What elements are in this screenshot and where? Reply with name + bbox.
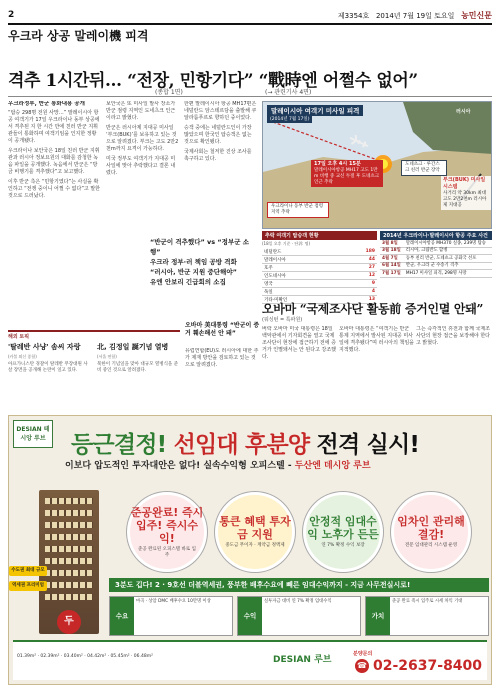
ad-feature-sub: 준공 완료된 오피스텔 바로 입주 bbox=[138, 546, 196, 558]
ad-badge: 역세권 프리미엄 bbox=[9, 581, 47, 591]
table-cell: 반군, 우크라 군 수송기 격추 bbox=[404, 262, 492, 270]
table-row bbox=[262, 256, 377, 264]
ad-subline bbox=[65, 458, 371, 471]
briefs-box bbox=[8, 330, 180, 412]
sub-article-column: 유럽연합(EU)도 러시아에 대한 추가 제재 방안을 검토하고 있는 것으로 알려졌다. bbox=[185, 348, 259, 368]
issue-number: 제3354호 bbox=[337, 11, 370, 20]
ad-phone-number[interactable]: 02-2637-8400 bbox=[373, 658, 483, 674]
ad-feature-title: 임차인 관리해결감! bbox=[397, 515, 465, 541]
table-cell: 동부 친러 반군, 도네츠크 공화국 선포 bbox=[404, 255, 492, 263]
crash-text: 말레이시아항공 MH17 고도 1만m 비행 중 교신 두절 후 도네츠크 인근 추락 bbox=[314, 168, 380, 185]
newspaper-brand: 농민신문 bbox=[461, 9, 492, 20]
sub-article-lede: 오바마 美대통령 “반군이 증거 훼손해선 안 돼” bbox=[185, 322, 260, 337]
page-number: 2 bbox=[8, 10, 15, 20]
table-cell: MH17 미사일 피격, 298명 사망 bbox=[404, 270, 492, 278]
building-window-row bbox=[45, 558, 93, 564]
section-title: 우크라 상공 말레이機 피격 bbox=[8, 29, 149, 43]
pull-quote-line: “러시아, 반군 지원 중단해야” bbox=[150, 268, 237, 276]
article-paragraph: “탑승 298명 전원 사망…” 말레이시아 항공 여객기가 17일 우크라이나 동부 상공에서 격추된 지 한 시간 만에 친러 반군 지휘관들이 통화하며 여객기임을 인지한 정황이 공개됐다. bbox=[8, 110, 100, 144]
table-cell: 9 bbox=[339, 280, 377, 288]
crash-time: 17일 오후 4시 15분 bbox=[314, 161, 361, 167]
table-cell: 영국 bbox=[262, 280, 339, 288]
buk-title: 부크(BUK) 미사일 시스템 bbox=[443, 177, 486, 190]
pull-quote bbox=[150, 237, 258, 287]
table-row bbox=[262, 280, 377, 288]
map-label-russia: 러시아 bbox=[456, 109, 471, 115]
article-paragraph: 반군은 러시아제 지대공 미사일 ‘부크(BUK)’를 보유하고 있는 것으로 알려졌다. 부크는 고도 2만2천m까지 요격이 가능하다. bbox=[106, 125, 179, 152]
victims-table bbox=[262, 231, 377, 304]
brief-text: 북한이 기념일을 맞아 대규모 열병식을 준비 중인 것으로 알려졌다. bbox=[97, 362, 179, 373]
table-cell: 44 bbox=[339, 256, 377, 264]
brief-item bbox=[8, 342, 91, 374]
main-headline: 격추 1시간뒤… “전장, 민항기다” “戰時엔 어쩔수 없어” bbox=[8, 71, 418, 91]
table-row bbox=[380, 255, 492, 263]
crash-map-graphic bbox=[262, 101, 492, 229]
article-paragraph: 승객 중에는 네덜란드인이 가장 많았으며 한국인 탑승객은 없는 것으로 확인됐다. bbox=[184, 125, 252, 145]
table-cell: 인도네시아 bbox=[262, 272, 339, 280]
ad-feature-title: 준공완료! 즉시입주! 즉시수익! bbox=[130, 505, 204, 545]
table-cell: 4 bbox=[339, 288, 377, 296]
article-paragraph: 보안국은 또 미사일 발사 장소가 반군 점령 지역인 도네츠크 인근이라고 밝혔다. bbox=[106, 101, 176, 121]
table-cell: 27 bbox=[339, 264, 377, 272]
map-callout-region: 도네츠크 · 루간스크 친러 반군 장악 bbox=[401, 160, 447, 176]
brief-byline: (서울 연합) bbox=[97, 354, 117, 359]
ad-feature-sub: 연 7% 확정 수익 보장 bbox=[321, 543, 365, 548]
ad-footer-brand: DESIAN 루브 bbox=[273, 655, 332, 665]
ad-benefit-key: 가치 bbox=[366, 597, 390, 635]
pull-quote-line: “반군이 격추했다” vs “정부군 소행” bbox=[150, 238, 250, 256]
map-subtitle: (2014년 7월 17일) bbox=[267, 115, 312, 123]
article-paragraph: 이후 반군 측은 “민항기였다”는 사실을 확인하고 “전쟁 중이니 어쩔 수 없다”고 말한 것으로 드러났다. bbox=[8, 179, 100, 199]
building-window-row bbox=[45, 498, 93, 504]
issue-date: 2014년 7월 19일 토요일 bbox=[375, 11, 455, 20]
map-callout-crash bbox=[311, 160, 383, 187]
table-cell: 4월 7일 bbox=[380, 255, 404, 263]
headline-byline-b: (→ 관련기사 4면) bbox=[265, 89, 312, 96]
timeline-title: 2014년 우크라이나·말레이시아 항공 주요 사건 bbox=[380, 231, 492, 240]
ad-benefit-text: 실투자금 대비 연 7% 확정 임대수익 bbox=[264, 599, 332, 604]
table-cell: 3월 18일 bbox=[380, 247, 404, 255]
sub-byline: (워싱턴 = 특파원) bbox=[262, 317, 303, 323]
sub-article-column: 오바마 대통령은 “여객기는 반군 통제 지역에서 발사된 지대공 미사일에 격추됐다”며 러시아의 책임을 지적했다. bbox=[339, 326, 414, 353]
ad-footer bbox=[13, 640, 487, 680]
buk-info bbox=[441, 176, 491, 210]
ad-feature-circle bbox=[127, 492, 207, 572]
timeline-body bbox=[380, 240, 492, 278]
ad-sub-text: 이보다 압도적인 투자대안은 없다! 실속수익형 오피스텔 - bbox=[65, 461, 295, 471]
victims-table-body bbox=[262, 248, 377, 304]
table-row bbox=[380, 270, 492, 278]
table-cell: 네덜란드 bbox=[262, 248, 339, 256]
table-cell: 12 bbox=[339, 272, 377, 280]
map-title: 말레이시아 여객기 미사일 피격 bbox=[267, 105, 363, 116]
table-row bbox=[262, 288, 377, 296]
table-cell: 13 bbox=[339, 296, 377, 304]
building-window-row bbox=[45, 570, 93, 576]
table-cell: 독일 bbox=[262, 288, 339, 296]
page-header bbox=[8, 8, 492, 22]
advertisement[interactable] bbox=[8, 415, 492, 685]
table-cell: 189 bbox=[339, 248, 377, 256]
table-cell: 7월 17일 bbox=[380, 270, 404, 278]
brief-item bbox=[97, 342, 180, 374]
article-paragraph: 한편 말레이시아 항공 MH17편은 네덜란드 암스테르담을 출발해 쿠알라룸푸르로 향하던 중이었다. bbox=[184, 101, 257, 121]
article-column-3 bbox=[184, 101, 257, 326]
brief-title: '탈레반 사냥' 솜씨 자랑 bbox=[8, 343, 81, 351]
table-cell: 말레이시아 bbox=[262, 256, 339, 264]
building-mark: 두 bbox=[57, 610, 81, 634]
ad-benefit bbox=[237, 596, 361, 636]
pull-quote-line: 유엔 안보리 긴급회의 소집 bbox=[150, 278, 226, 286]
ad-sub-brand: 두산엔 데시앙 루브 bbox=[294, 461, 371, 471]
building-window-row bbox=[45, 522, 93, 528]
briefs-row bbox=[8, 342, 180, 374]
table-row bbox=[380, 262, 492, 270]
table-row bbox=[262, 272, 377, 280]
ad-benefits-grid bbox=[109, 596, 489, 636]
ad-logo: DESIAN 테시앙 루브 bbox=[13, 420, 53, 448]
ad-benefit bbox=[109, 596, 233, 636]
article-column-1 bbox=[8, 101, 101, 326]
article-column-2 bbox=[106, 101, 179, 326]
building-illustration bbox=[39, 490, 99, 634]
ad-benefit-key: 수요 bbox=[110, 597, 134, 635]
table-cell: 러시아, 크림반도 합병 bbox=[404, 247, 492, 255]
article-paragraph: 우크라이나 보안국은 18일 친러 반군 지휘관과 러시아 정보요원의 대화를 감청한 녹음 파일을 공개했다. 녹음에서 반군은 “방금 비행기를 격추했다”고 보고했다. bbox=[8, 148, 100, 175]
issue-info bbox=[338, 10, 492, 21]
table-row bbox=[262, 248, 377, 256]
table-cell: 호주 bbox=[262, 264, 339, 272]
ad-headline-b: 선임대 후분양 bbox=[173, 432, 310, 458]
headline-rule bbox=[8, 96, 492, 97]
ad-feature-circle bbox=[215, 492, 295, 572]
ad-benefit-text: 준공 완료 즉시 입주로 시세 차익 기대 bbox=[392, 599, 463, 604]
map-callout-ukraine: 우크라이나 동부 반군 점령 지역 추락 bbox=[267, 202, 329, 218]
phone-icon: ☎ bbox=[355, 659, 369, 673]
ad-feature-sub: 중도금 무이자 · 계약금 정액제 bbox=[225, 543, 285, 548]
article-paragraph: 미국 정부도 여객기가 지대공 미사일에 맞아 추락했다고 결론 내렸다. bbox=[106, 156, 176, 176]
ad-feature-circle bbox=[391, 492, 471, 572]
ad-headline-a: 등근결정! bbox=[71, 432, 167, 458]
table-cell: 6월 14일 bbox=[380, 262, 404, 270]
ad-badge: 수도권 최대 규모 bbox=[9, 566, 47, 576]
table-row bbox=[380, 247, 492, 255]
ad-headline-c: 전격 실시! bbox=[309, 432, 420, 458]
brief-byline: (카불 외신 종합) bbox=[8, 354, 37, 359]
article-subhead: 우크라정부, 반군 통화내용 공개 bbox=[8, 101, 85, 107]
table-row bbox=[380, 240, 492, 247]
ad-feature-circle bbox=[303, 492, 383, 572]
article-paragraph: 국제사회는 철저한 진상 조사를 촉구하고 있다. bbox=[184, 149, 252, 162]
briefs-bar: 해외 토픽 bbox=[8, 334, 30, 340]
table-cell: 기타·미확인 bbox=[262, 296, 339, 304]
ad-phone-label: 분양문의 bbox=[353, 651, 373, 657]
building-window-row bbox=[45, 594, 93, 600]
ad-banner-bar: 3분도 깁다! 2 · 9호선 더블역세권, 풍부한 배후수요에 빼른 임대수익까지 - 지금 사무전실시로! bbox=[109, 578, 489, 592]
table-cell: 3월 8일 bbox=[380, 240, 404, 247]
brief-title: 北, 김정일 誕기념 열병 bbox=[97, 343, 169, 351]
ad-feature-title: 안정적 임대수익 노후가 든든 bbox=[307, 515, 379, 541]
headline-byline-a: (종합 1면) bbox=[155, 89, 183, 96]
ad-floorplans: 01.39m² · 02.39m² · 03.40m² · 04.42m² · 05.45m² · 06.48m² bbox=[17, 654, 153, 659]
ad-benefit-text: 마곡 · 상암 DMC 배후수요 10만명 이상 bbox=[136, 599, 211, 604]
table-cell: 말레이시아항공 MH370 실종, 239명 탑승 bbox=[404, 240, 492, 247]
victims-table-subtitle: (18일 오후 기준 · 단위: 명) bbox=[262, 241, 311, 246]
building-window-row bbox=[45, 546, 93, 552]
brief-text: 아프가니스탄 경찰이 탈레반 무장대원 사살 장면을 공개해 논란이 일고 있다. bbox=[8, 362, 88, 373]
timeline-table bbox=[380, 231, 492, 278]
ad-headline bbox=[71, 426, 419, 459]
victims-table-title: 추락 여객기 탑승객 현황 bbox=[262, 231, 377, 240]
pull-quote-line: 우크라 정부·러 책임 공방 격화 bbox=[150, 258, 237, 266]
building-window-row bbox=[45, 582, 93, 588]
building-window-row bbox=[45, 534, 93, 540]
sub-article-column: 버락 오바마 미국 대통령은 18일 백악관에서 기자회견을 열고 국제조사단이 현장에 접근하기 전에 증거가 인멸돼서는 안 된다고 강조했다. bbox=[262, 326, 336, 360]
ad-benefit bbox=[365, 596, 489, 636]
header-rule bbox=[8, 23, 492, 25]
table-row bbox=[262, 264, 377, 272]
sub-headline: 오바마 “국제조사단 활동前 증거인멸 안돼” bbox=[262, 302, 484, 316]
ad-feature-sub: 전문 임대관리 시스템 운영 bbox=[404, 543, 458, 548]
ad-benefit-key: 수익 bbox=[238, 597, 262, 635]
sub-article-column: 그는 즉각적인 휴전과 함께 국제조사단의 현장 접근을 보장해야 한다고 밝혔다. bbox=[416, 326, 490, 346]
buk-text: 사거리 약 30km 최대고도 2만2천m 러시아제 지대공 bbox=[443, 191, 487, 208]
building-window-row bbox=[45, 510, 93, 516]
ad-feature-title: 통큰 혜택 투자금 지원 bbox=[219, 515, 291, 541]
